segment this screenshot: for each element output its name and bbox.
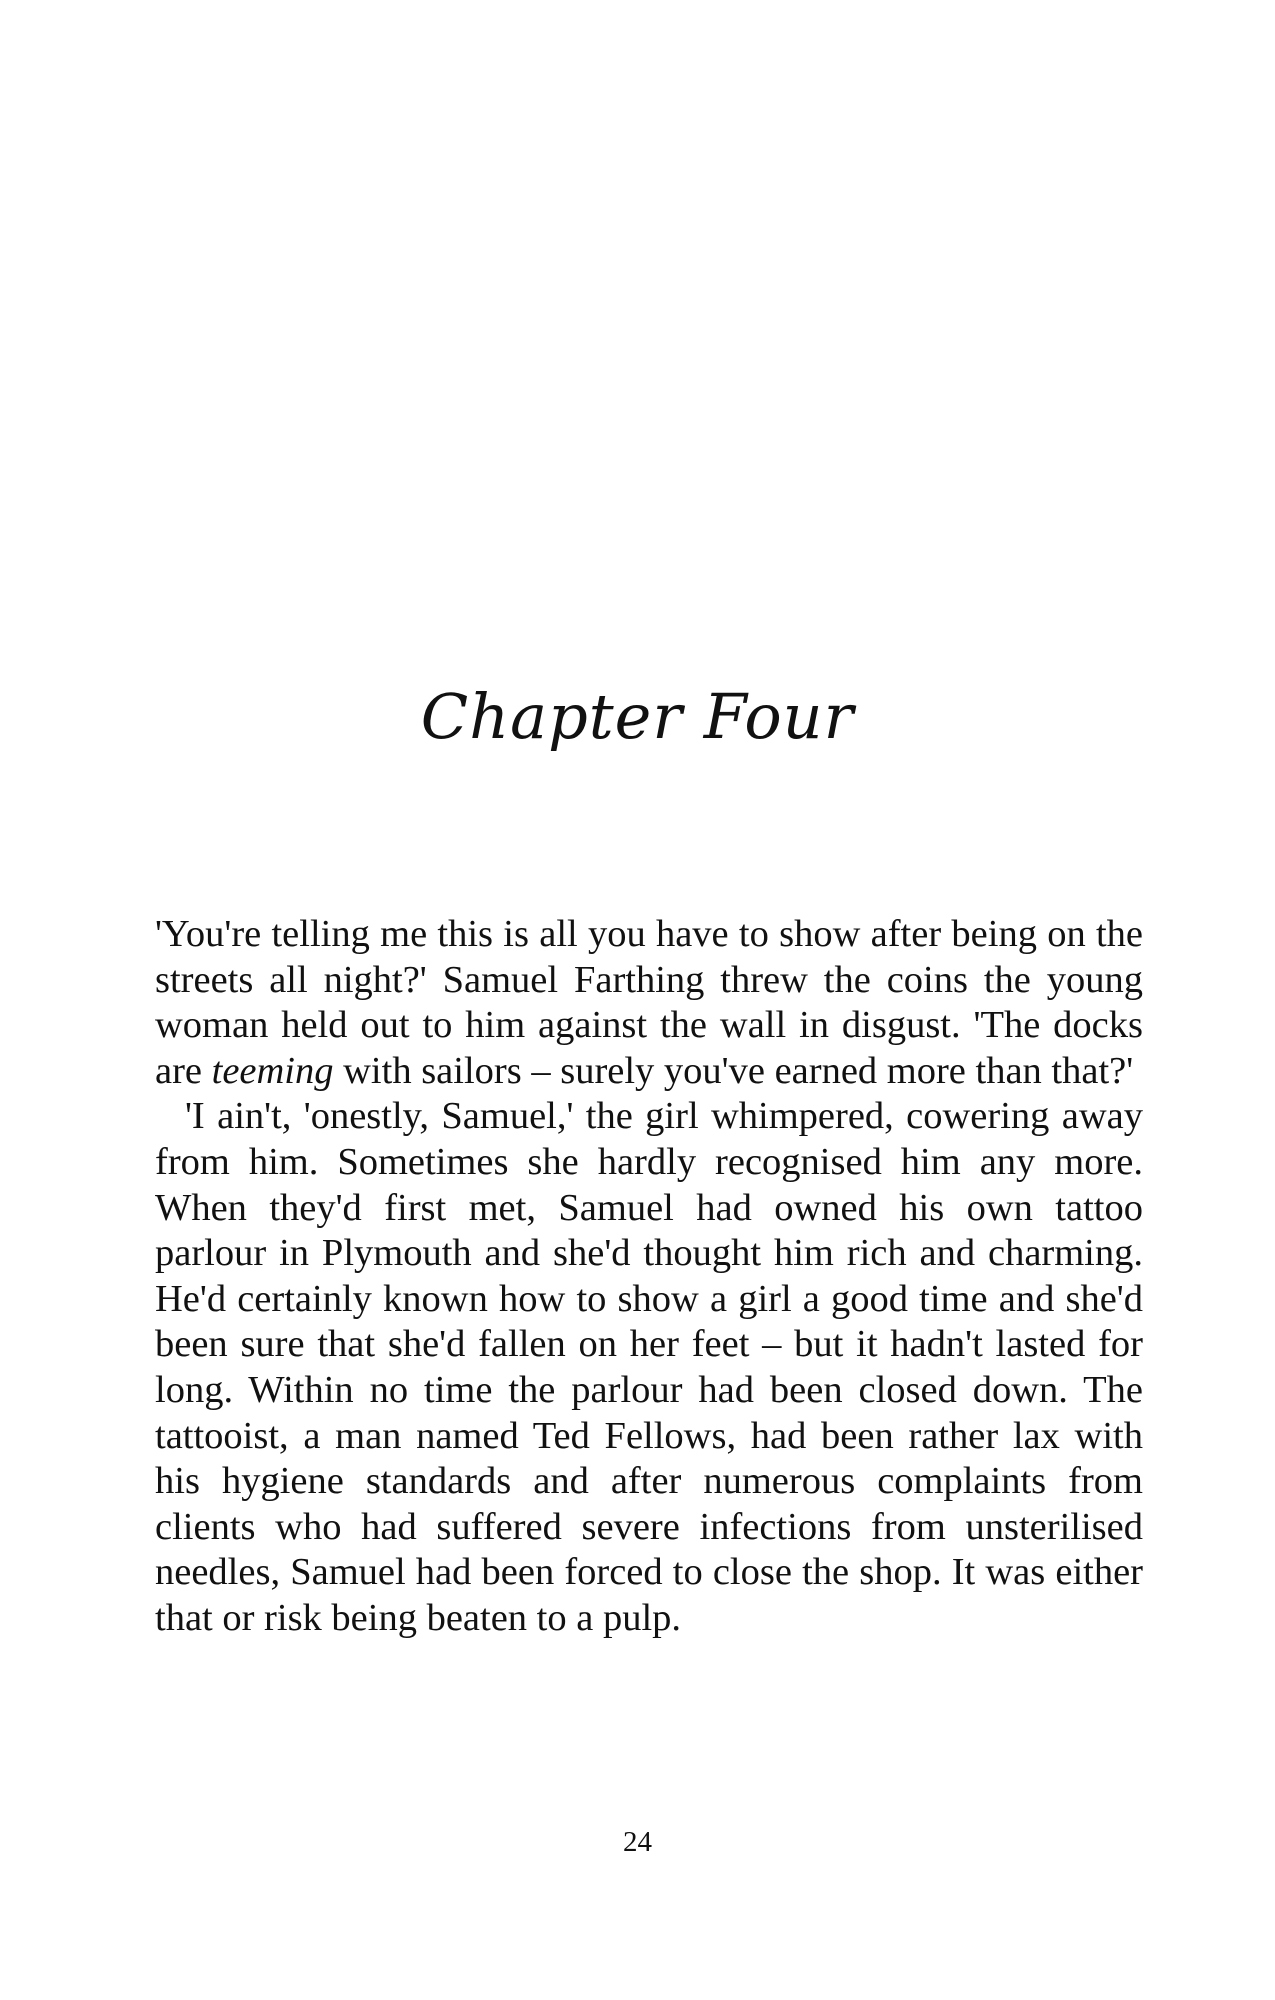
page-number: 24: [623, 1826, 652, 1858]
body-text: [155, 912, 1143, 1642]
chapter-title: Chapter Four: [420, 680, 855, 753]
paragraph-1-part-2: with sailors – surely you've earned more than that?': [333, 1049, 1134, 1092]
emphasis-teeming: teeming: [211, 1049, 334, 1092]
paragraph-2: 'I ain't, 'onestly, Samuel,' the girl whimpered, cowering away from him. Sometimes she hardly recognised him any more. When they'd first met, Samuel had owned his own tattoo parlour in Plymouth and she'd thought him rich and charming. He'd certainly known how to show a girl a good time and she'd been sure that she'd fallen on her feet – but it hadn't lasted for long. Within no time the parlour had been closed down. The tattooist, a man named Ted Fellows, had been rather lax with his hygiene standards and after numerous complaints from clients who had suffered severe infections from unsterilised needles, Samuel had been forced to close the shop. It was either that or risk being beaten to a pulp.: [155, 1095, 1143, 1639]
paragraph-1-part-1: 'You're telling me this is all you have to show after being on the streets all night?' Samuel Farthing threw the coins the young woman held out to him against the wall in disgust. 'The docks are: [155, 913, 1143, 1092]
paragraph-1: [155, 912, 1143, 1094]
